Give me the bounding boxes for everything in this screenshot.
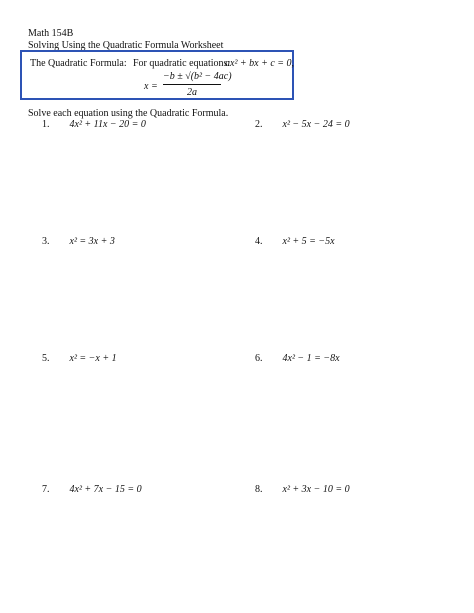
problem-4 xyxy=(255,236,335,248)
instruction-text: Solve each equation using the Quadratic Formula. xyxy=(28,108,229,119)
formula-label: The Quadratic Formula: xyxy=(30,58,127,69)
standard-form: ax² + bx + c = 0, xyxy=(225,58,295,69)
problem-2 xyxy=(255,119,350,131)
problem-7 xyxy=(42,484,142,496)
problem-number: 3. xyxy=(42,236,50,247)
problem-5 xyxy=(42,353,117,365)
problem-3 xyxy=(42,236,115,248)
problem-8 xyxy=(255,484,350,496)
problem-number: 7. xyxy=(42,484,50,495)
worksheet-title: Solving Using the Quadratic Formula Worksheet xyxy=(28,40,224,51)
problem-6 xyxy=(255,353,340,365)
problem-number: 5. xyxy=(42,353,50,364)
formula-for-text: For quadratic equations: xyxy=(133,58,231,69)
problem-number: 1. xyxy=(42,119,50,130)
quadratic-formula-box xyxy=(20,50,294,100)
formula-denominator: 2a xyxy=(187,87,197,98)
formula-numerator: −b ± √(b² − 4ac) xyxy=(163,71,221,85)
problem-equation: 4x² − 1 = −8x xyxy=(282,353,340,364)
problem-equation: x² = −x + 1 xyxy=(69,353,117,364)
problem-equation: x² = 3x + 3 xyxy=(69,236,115,247)
problem-equation: x² + 5 = −5x xyxy=(282,236,335,247)
formula-lhs: x = xyxy=(144,81,158,92)
problem-number: 4. xyxy=(255,236,263,247)
course-title: Math 154B xyxy=(28,28,74,39)
problem-number: 2. xyxy=(255,119,263,130)
problem-equation: 4x² + 7x − 15 = 0 xyxy=(69,484,142,495)
problem-equation: x² + 3x − 10 = 0 xyxy=(282,484,350,495)
problem-number: 8. xyxy=(255,484,263,495)
problem-1 xyxy=(42,119,146,131)
problem-equation: x² − 5x − 24 = 0 xyxy=(282,119,350,130)
problem-equation: 4x² + 11x − 20 = 0 xyxy=(69,119,146,130)
problem-number: 6. xyxy=(255,353,263,364)
